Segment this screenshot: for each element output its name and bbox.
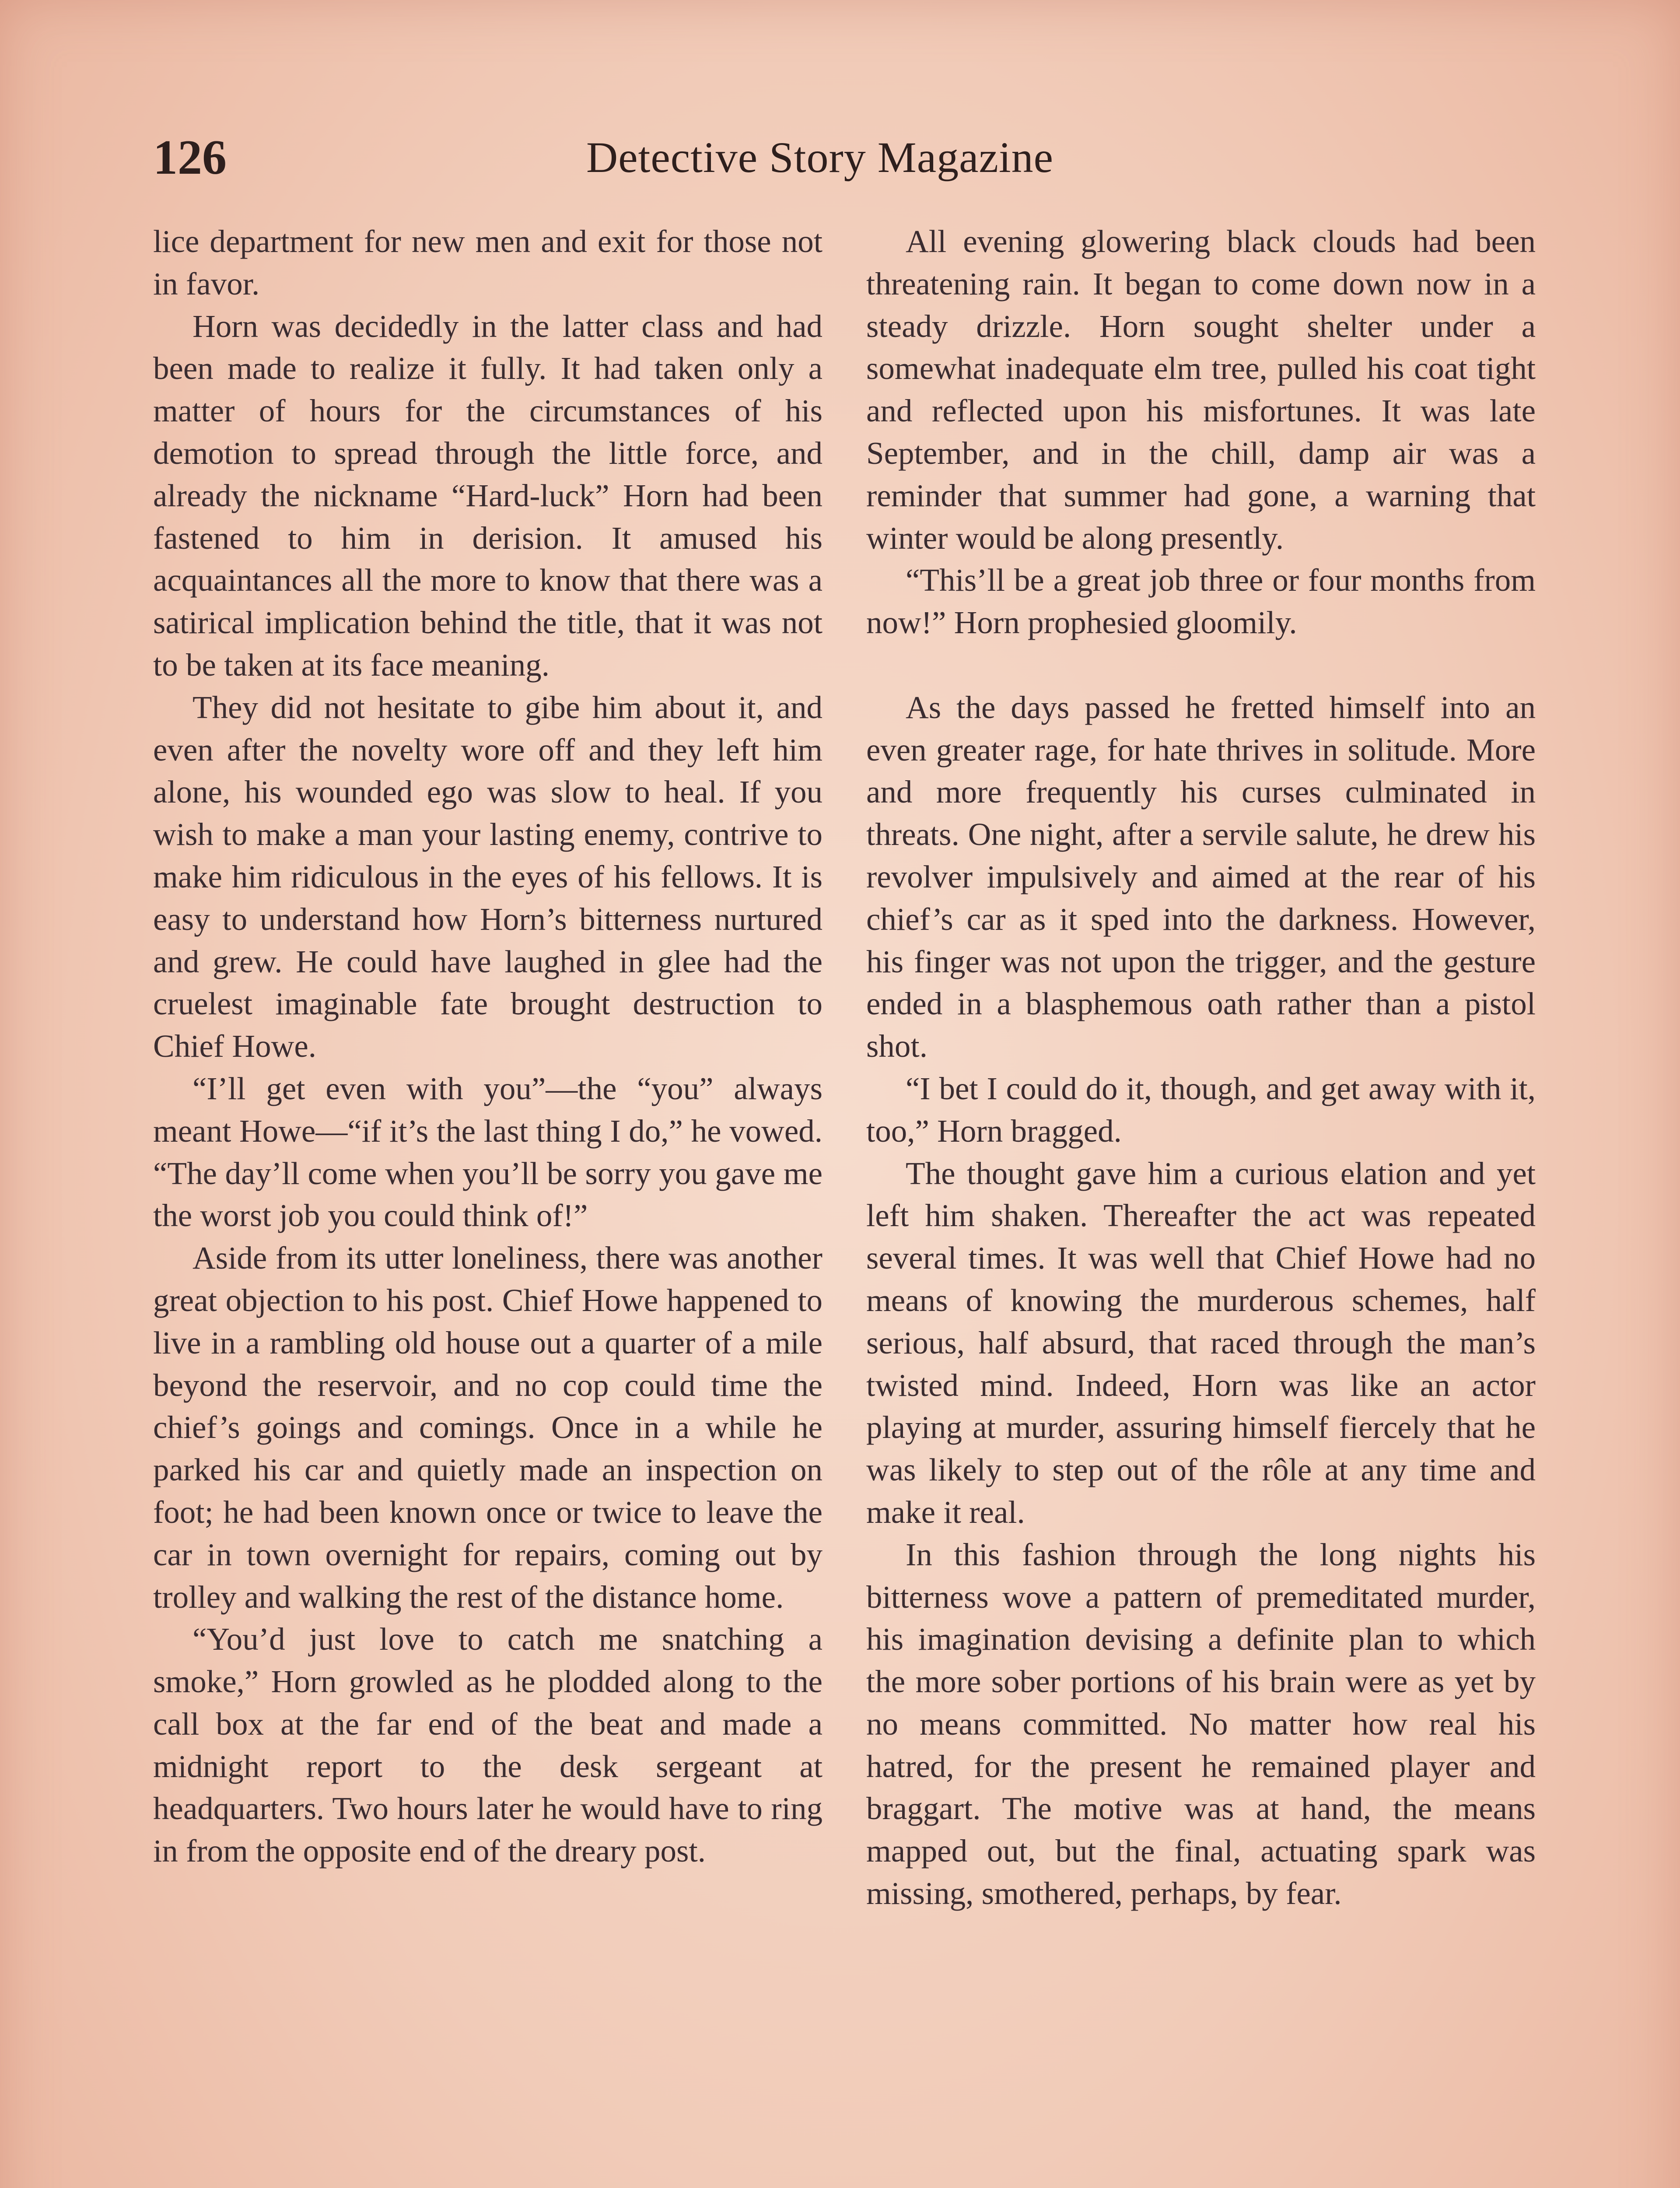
paragraph: lice department for new men and exit for those not in favor.	[153, 224, 822, 302]
left-column	[153, 221, 822, 2188]
paragraph: “This’ll be a great job three or four months from now!” Horn prophesied gloomily.	[866, 562, 1536, 641]
paragraph: The thought gave him a curious elation and yet left him shaken. Thereafter the act was repeated several times. It was well that Chief Howe had no means of knowing the murderous schemes, half serious, half absurd, that raced through the man’s twisted mind. Indeed, Horn was like an actor playing at murder, assuring himself fiercely that he was likely to step out of the rôle at any time and make it real.	[866, 1155, 1536, 1530]
paragraph: Aside from its utter loneliness, there was another great objection to his post. Chief Howe happened to live in a rambling old house out a quarter of a mile beyond the reservoir, and no cop could time the chief’s goings and comings. Once in a while he parked his car and quietly made an inspection on foot; he had been known once or twice to leave the car in town overnight for repairs, coming out by trolley and walking the rest of the distance home.	[153, 1240, 822, 1615]
paragraph: As the days passed he fretted himself into an even greater rage, for hate thrives in solitude. More and more frequently his curses culminated in threats. One night, after a servile salute, he drew his revolver impulsively and aimed at the rear of his chief’s car as it sped into the darkness. However, his finger was not upon the trigger, and the gesture ended in a blasphemous oath rather than a pistol shot.	[866, 689, 1536, 1064]
right-column	[866, 221, 1536, 2188]
paragraph: “You’d just love to catch me snatching a smoke,” Horn growled as he plodded along to the call box at the far end of the beat and made a midnight report to the desk sergeant at headquarters. Two hours later he would have to ring in from the opposite end of the dreary post.	[153, 1621, 822, 1869]
paragraph: “I’ll get even with you”—the “you” always meant Howe—“if it’s the last thing I do,” he vowed. “The day’ll come when you’ll be sorry you gave me the worst job you could think of!”	[153, 1070, 822, 1234]
section-break	[866, 644, 1536, 687]
paragraph: In this fashion through the long nights his bitterness wove a pattern of premeditated murder, his imagination devising a definite plan to which the more sober portions of his brain were as yet by no means committed. No matter how real his hatred, for the present he remained player and braggart. The motive was at hand, the means mapped out, but the final, actuating spark was missing, smothered, perhaps, by fear.	[866, 1536, 1536, 1911]
running-title: Detective Story Magazine	[586, 133, 1054, 182]
paragraph: All evening glowering black clouds had been threatening rain. It began to come down now in a steady drizzle. Horn sought shelter under a somewhat inadequate elm tree, pulled his coat tight and reflected upon his misfortunes. It was late September, and in the chill, damp air was a reminder that summer had gone, a warning that winter would be along presently.	[866, 224, 1536, 556]
paragraph: They did not hesitate to gibe him about it, and even after the novelty wore off and they left him alone, his wounded ego was slow to heal. If you wish to make a man your lasting enemy, contrive to make him ridiculous in the eyes of his fellows. It is easy to understand how Horn’s bitterness nurtured and grew. He could have laughed in glee had the cruelest imaginable fate brought destruction to Chief Howe.	[153, 689, 822, 1064]
page-header	[153, 127, 1544, 188]
paragraph: Horn was decidedly in the latter class and had been made to realize it fully. It had taken only a matter of hours for the circumstances of his demotion to spread through the little force, and already the nickname “Hard-luck” Horn had been fastened to him in derision. It amused his acquaintances all the more to know that there was a satirical implication behind the title, that it was not to be taken at its face meaning.	[153, 308, 822, 683]
paragraph: “I bet I could do it, though, and get away with it, too,” Horn bragged.	[866, 1070, 1536, 1149]
page-number: 126	[153, 130, 227, 185]
